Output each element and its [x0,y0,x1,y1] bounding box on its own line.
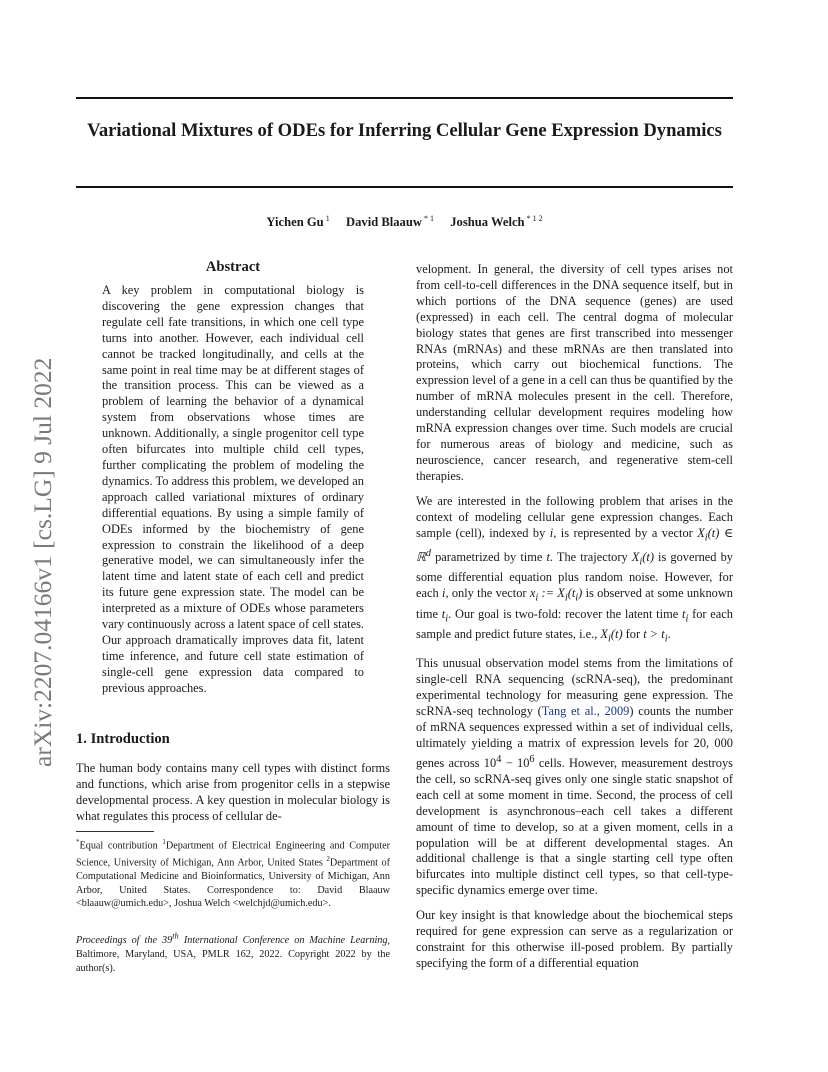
footnote-mark: 2 [326,854,330,863]
footnote [76,836,390,911]
paragraph: We are interested in the following problem that arises in the context of modeling cellular gene expression changes. Each sample (cell), indexed by i, is represented by a vector $X_i(t)$ ∈ ℝ$^d$ parametrized by time t. The trajectory $X_i(t)$ is governed by some differential equation plus random noise. However, for each i, only the vector $x_i$ := $X_i(t_i)$ is observed at some unknown time $t_i$. Our goal is two-fold: recover the latent time $t_i$ for each sample and predict future states, i.e., $X_i(t)$ for $t > t_i$. [416,493,733,645]
paper-title: Variational Mixtures of ODEs for Inferring Cellular Gene Expression Dynamics [87,120,722,141]
affiliation-1: Department of Electrical Engineering and Computer Science, University of Michigan, Ann Arbor, United States [76,840,390,869]
proceedings-text: , Baltimore, Maryland, USA, PMLR 162, 2022. Copyright 2022 by the author(s). [76,935,391,974]
author-affiliation-mark: 1 [325,214,330,223]
footnote-rule [76,831,154,832]
paragraph: velopment. In general, the diversity of cell types arises not from cell-to-cell differences in the DNA sequence itself, but in which portions of the DNA sequence (genes) are used (expressed) in each cell. The central dogma of molecular biology states that genes are first transcribed into messenger RNAs (mRNAs) and these mRNAs are then translated into proteins, which carry out biochemical functions. The expression level of a gene in a cell can thus be quantified by the number of mRNA molecules present in the cell. Therefore, understanding cellular development requires modeling how mRNA expression changes over time. Such models are crucial for numerous areas of biology and medicine, such as neuroscience, cancer research, and regenerative stem-cell therapies. [416,262,733,483]
abstract-text: A key problem in computational biology is discovering the gene expression changes that regulate cell fate transitions, in which one cell type turns into another. However, each individual cell cannot be tracked longitudinally, and cells at the same point in real time may be at different stages of the transition process. This can be viewed as a problem of learning the behavior of a dynamical system from observations whose times are unknown. Additionally, a single progenitor cell type often bifurcates into multiple child cell types, further complicating the problem of modeling the dynamics. To address this problem, we developed an approach called variational mixtures of ordinary differential equations. By using a simple family of ODEs informed by the biochemistry of gene expression to constrain the likelihood of a deep generative model, we can simultaneously infer the latent time and latent state of each cell and predict its future gene expression state. The model can be interpreted as a mixture of ODEs whose parameters vary continuously across a latent space of cell states. Our approach dramatically improves data fit, latent time inference, and future cell state estimation of single-cell gene expression data compared to previous approaches. [102,283,364,695]
proceedings-sup: th [172,931,179,941]
author-name: Yichen Gu [266,215,324,230]
paragraph: This unusual observation model stems from the limitations of single-cell RNA sequencing (scRNA-seq), the predominant experimental technology for measuring gene expression. The scRNA-seq technology (Tang et al., 2009) counts the number of mRNA sequences expressed within a set of individual cells, ultimately yielding a matrix of expression levels for 20, 000 genes across $10^4 - 10^6$ cells. However, measurement destroys the cell, so scRNA-seq gives only one single static snapshot of each cell at some moment in time. Second, the process of cell development is asynchronous–each cell takes a different amount of time to develop, so at a given moment, cells in a population will be at different developmental stages. An additional challenge is that a single starting cell type often bifurcates into multiple distinct cell types, so that cell-type-specific dynamics emerge over time. [416,656,733,898]
proceedings-note [76,930,390,975]
arxiv-identifier: arXiv:2207.04166v1 [cs.LG] 9 Jul 2022 [28,357,57,767]
affiliation-2: Department of Computational Medicine and Bioinformatics, University of Michigan, Ann Arbor, United States. Correspondence to: David Blaauw <blaauw@umich.edu>, Joshua Welch <welchjd@umich.edu>. [76,857,391,910]
author-affiliation-mark: * 1 [423,214,434,223]
footnote-mark: * [76,838,80,846]
author-name: Joshua Welch [450,215,525,230]
author-list [76,214,733,230]
citation-link[interactable]: Tang et al., 2009 [541,704,630,719]
abstract-heading: Abstract [205,259,261,275]
proceedings-text: Proceedings of the 39 [76,935,173,947]
paragraph: Our key insight is that knowledge about the biochemical steps required for gene expression can serve as a regularization or constraint for this otherwise ill-posed problem. By partially specifying the form of a differential equation [416,908,733,970]
footnote-mark: 1 [162,838,166,846]
author-name: David Blaauw [346,215,422,230]
author-affiliation-mark: * 1 2 [526,214,543,223]
proceedings-text: International Conference on Machine Learning [178,935,388,947]
title-top-rule [76,97,733,99]
abstract-body [102,283,364,697]
right-column [416,262,733,972]
equal-contribution-note: Equal contribution [79,840,158,852]
introduction-text: The human body contains many cell types with distinct forms and functions, which arise from progenitor cells in a stepwise developmental process. A key question in molecular biology is what regulates this process of cellular de- [76,761,390,823]
section-heading: 1. Introduction [76,731,170,747]
introduction-body [76,761,390,825]
title-bottom-rule [76,186,733,188]
